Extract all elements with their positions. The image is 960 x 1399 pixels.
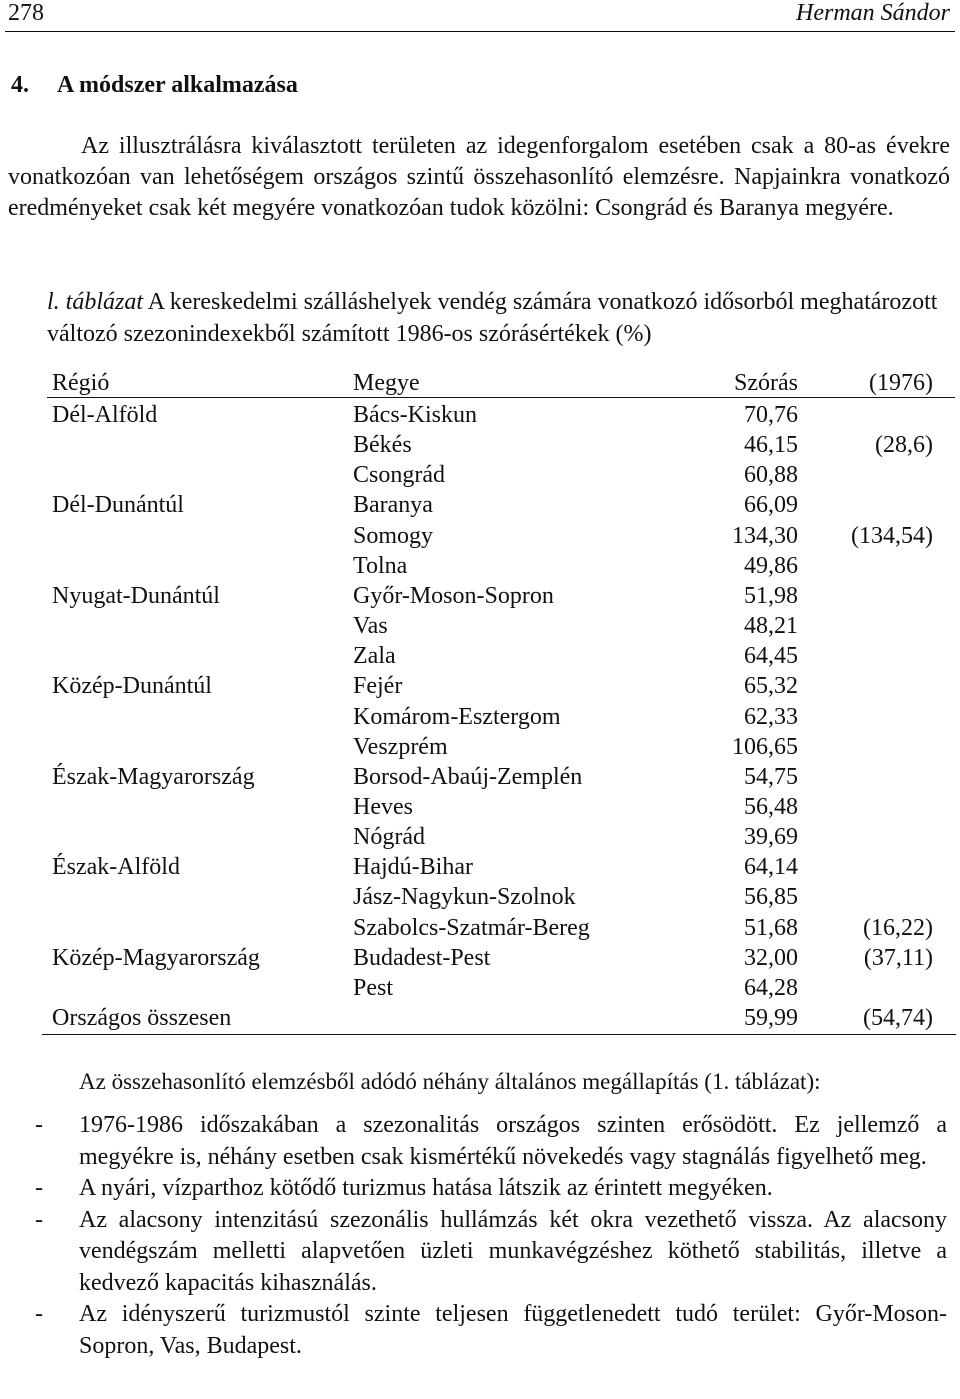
cell-deviation: 39,69: [744, 824, 798, 851]
table-caption: [47, 286, 947, 350]
cell-county: Győr-Moson-Sopron: [353, 582, 554, 609]
header-region: Régió: [52, 370, 110, 396]
finding-text: A nyári, vízparthoz kötődő turizmus hatása látszik az érintett megyéken.: [79, 1175, 773, 1201]
table-row: [0, 400, 960, 430]
cell-region: Országos összesen: [52, 1005, 232, 1031]
table-row: [0, 762, 960, 792]
cell-deviation: 60,88: [744, 462, 798, 489]
findings-list: [35, 1110, 947, 1362]
cell-1976: (37,11): [863, 944, 933, 971]
section-number: 4.: [11, 72, 29, 98]
section-title: A módszer alkalmazása: [57, 72, 298, 98]
cell-county: Vas: [353, 613, 388, 640]
cell-county: Veszprém: [353, 733, 448, 760]
bullet-dash: -: [35, 1112, 43, 1138]
cell-county: Budadest-Pest: [353, 944, 491, 971]
table-row: [0, 943, 960, 973]
cell-region: Észak-Magyarország: [52, 763, 255, 790]
table-row: [0, 913, 960, 943]
finding-text: Az alacsony intenzitású szezonális hullámzás két okra vezethető vissza. Az alacsony vendégszám melletti alapvetően üzleti munkavégzéshez köthető stabilitás, illetve a kedvező kapacitás kihasználás.: [79, 1206, 947, 1296]
cell-county: Tolna: [353, 552, 408, 579]
cell-deviation: 134,30: [732, 522, 798, 549]
cell-county: Heves: [353, 793, 413, 820]
cell-deviation: 56,48: [744, 793, 798, 820]
cell-region: Közép-Dunántúl: [52, 673, 212, 700]
cell-1976: (28,6): [875, 432, 933, 459]
cell-county: Pest: [353, 974, 394, 1001]
table-row: [0, 1003, 960, 1033]
table-row: [0, 581, 960, 611]
table-row: [0, 641, 960, 671]
cell-region: Dél-Dunántúl: [52, 492, 184, 519]
cell-county: Komárom-Esztergom: [353, 703, 561, 730]
cell-county: Zala: [353, 643, 396, 670]
bullet-dash: -: [35, 1301, 43, 1327]
table-row: [0, 792, 960, 822]
cell-deviation: 106,65: [732, 733, 798, 760]
intro-paragraph: Az illusztrálásra kiválasztott területen az idegenforgalom esetében csak a 80-as évekre vonatkozóan van lehetőségem országos szintű összehasonlító elemzésre. Napjainkra vonatkozó eredményeket csak két megyére vonatkozóan tudok közölni: Csongrád és Baranya megyére.: [8, 133, 950, 221]
cell-region: Észak-Alföld: [52, 854, 180, 881]
table-row: [0, 671, 960, 701]
header-deviation: Szórás: [734, 370, 798, 396]
cell-deviation: 65,32: [744, 673, 798, 700]
cell-1976: (54,74): [863, 1005, 933, 1031]
table-row: [0, 702, 960, 732]
cell-deviation: 46,15: [744, 432, 798, 459]
cell-deviation: 62,33: [744, 703, 798, 730]
table-row: [0, 460, 960, 490]
table-row: [0, 521, 960, 551]
cell-county: Békés: [353, 432, 412, 459]
bullet-dash: -: [35, 1206, 43, 1233]
cell-county: Borsod-Abaúj-Zemplén: [353, 763, 583, 790]
table-row: [0, 430, 960, 460]
cell-county: Csongrád: [353, 462, 445, 489]
cell-county: Jász-Nagykun-Szolnok: [353, 884, 576, 911]
cell-deviation: 59,99: [744, 1005, 798, 1031]
header-rule: [5, 31, 955, 32]
table-row: [0, 551, 960, 581]
cell-deviation: 64,14: [744, 854, 798, 881]
table-row: [0, 822, 960, 852]
table-row: [0, 973, 960, 1003]
running-author: Herman Sándor: [796, 0, 950, 26]
cell-deviation: 51,68: [744, 914, 798, 941]
cell-deviation: 49,86: [744, 552, 798, 579]
header-1976: (1976): [869, 370, 933, 396]
table-bottom-rule: [42, 1034, 956, 1035]
table-row: [0, 732, 960, 762]
cell-deviation: 66,09: [744, 492, 798, 519]
cell-deviation: 32,00: [744, 944, 798, 971]
cell-county: Fejér: [353, 673, 403, 700]
finding-item: [35, 1299, 947, 1362]
table-row: [0, 611, 960, 641]
cell-deviation: 64,28: [744, 974, 798, 1001]
cell-deviation: 54,75: [744, 763, 798, 790]
cell-deviation: 48,21: [744, 613, 798, 640]
finding-item: [35, 1205, 947, 1300]
summary-sentence: Az összehasonlító elemzésből adódó néhány általános megállapítás (1. táblázat):: [79, 1069, 821, 1094]
bullet-dash: -: [35, 1175, 43, 1201]
table-caption-label: l. táblázat: [47, 289, 144, 315]
cell-region: Nyugat-Dunántúl: [52, 582, 220, 609]
cell-county: Baranya: [353, 492, 433, 519]
table-row: [0, 490, 960, 520]
table-row: [0, 882, 960, 912]
cell-county: Bács-Kiskun: [353, 402, 477, 428]
cell-region: Közép-Magyarország: [52, 944, 260, 971]
table-header-row: [0, 368, 960, 398]
cell-deviation: 51,98: [744, 582, 798, 609]
cell-deviation: 56,85: [744, 884, 798, 911]
finding-text: Az idényszerű turizmustól szinte teljesen függetlenedett tudó terület: Győr-Moson-Sopron, Vas, Budapest.: [79, 1301, 947, 1359]
table-caption-text: A kereskedelmi szálláshelyek vendég számára vonatkozó idősorból meghatározott változó szezonindexekből számított 1986-os szórásértékek (%): [47, 289, 938, 347]
cell-region: Dél-Alföld: [52, 402, 158, 428]
cell-deviation: 70,76: [744, 402, 798, 428]
cell-1976: (16,22): [863, 914, 933, 941]
cell-1976: (134,54): [851, 522, 933, 549]
cell-deviation: 64,45: [744, 643, 798, 670]
cell-county: Hajdú-Bihar: [353, 854, 473, 881]
cell-county: Somogy: [353, 522, 434, 549]
page-header: [8, 0, 950, 30]
finding-item: [35, 1173, 947, 1205]
section-heading: [11, 71, 298, 99]
header-county: Megye: [353, 370, 420, 396]
cell-county: Nógrád: [353, 824, 425, 851]
table-row: [0, 852, 960, 882]
finding-item: [35, 1110, 947, 1173]
table-top-rule: [47, 397, 955, 398]
finding-text: 1976-1986 időszakában a szezonalitás országos szinten erősödött. Ez jellemző a megyékre is, néhány esetben csak kismértékű növekedés vagy stagnálás figyelhető meg.: [79, 1112, 947, 1170]
cell-county: Szabolcs-Szatmár-Bereg: [353, 914, 590, 941]
page-number: 278: [8, 0, 44, 26]
